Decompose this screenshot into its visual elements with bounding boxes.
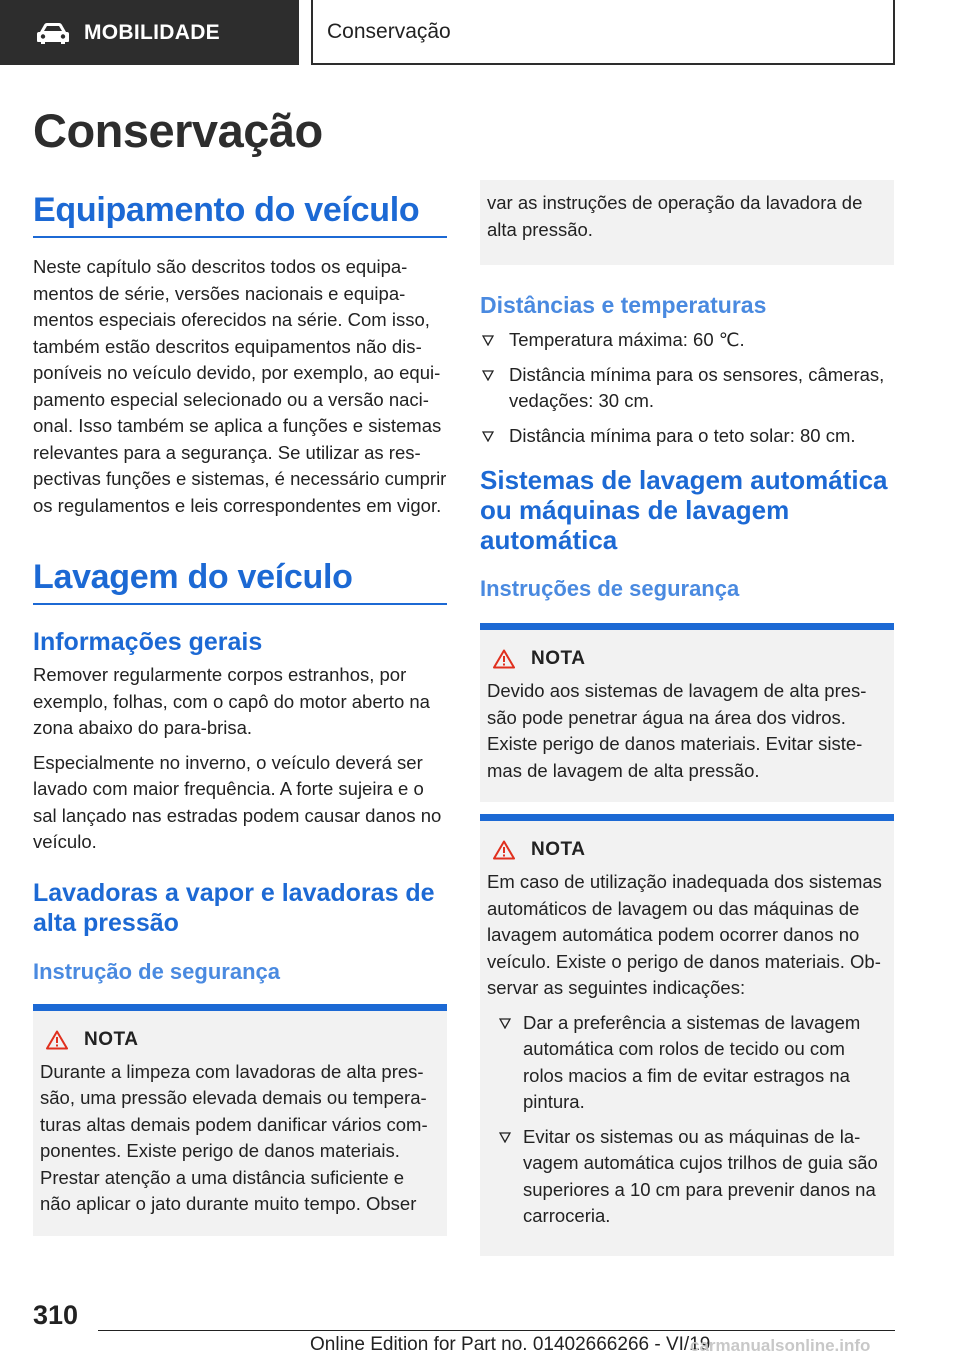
note-text: Devido aos sistemas de lavagem de alta pressão pode penetrar água na área dos vidros. Existe perigo de danos materiais. Evitar sistemas de lavagem de alta pressão. (487, 680, 867, 781)
triangle-bullet-icon (482, 431, 494, 442)
left-column (33, 190, 447, 1236)
heading-steam-washers: Lavadoras a vapor e lavadoras de alta pressão (33, 878, 435, 937)
list-item: Distância mínima para o teto solar: 80 cm. (480, 423, 894, 450)
chapter-tab[interactable] (311, 0, 895, 65)
list-item: Distância mínima para os sensores, câmeras, vedações: 30 cm. (480, 362, 894, 415)
equipment-paragraph: Neste capítulo são descritos todos os equipamentos de série, versões nacionais e equipamentos especiais oferecidos na série. Com isso, também estão descritos equipamentos não disponíveis no veículo devido, por exemplo, ao equipamento especial selecionado ou a versão nacional. Isso também se aplica a funções e sistemas relevantes para a segurança. Se utilizar as respectivas funções e sistemas, é necessário cumprir os regulamentos e leis correspondentes em vigor. (33, 256, 447, 516)
note-title: NOTA (84, 1028, 139, 1050)
heading-equipment: Equipamento do veículo (33, 190, 447, 238)
section-label: MOBILIDADE (84, 20, 220, 44)
heading-automatic-wash: Sistemas de lavagem automática ou máquinas de lavagem automática (480, 465, 888, 555)
triangle-bullet-icon (499, 1018, 511, 1029)
car-icon (36, 22, 70, 44)
note-title: NOTA (531, 648, 586, 669)
warning-icon (493, 649, 515, 669)
triangle-bullet-icon (482, 370, 494, 381)
heading-general-info: Informações gerais (33, 628, 263, 656)
note-box-high-pressure (33, 1004, 447, 1236)
list-item: Dar a preferência a sistemas de lavagem automática com rolos de tecido ou com rolos macios a fim de evitar estragos na pintura. (497, 1010, 886, 1116)
note-list (497, 1010, 886, 1230)
note-header (487, 648, 886, 670)
page-number: 310 (33, 1300, 79, 1330)
list-item: Temperatura máxima: 60 ℃. (480, 327, 894, 354)
triangle-bullet-icon (482, 335, 494, 346)
footer-edition: Online Edition for Part no. 01402666266 - VI/19 (310, 1334, 711, 1355)
section-tab[interactable] (0, 0, 299, 65)
watermark: carmanualsonline.info (690, 1336, 871, 1355)
warning-icon (493, 840, 515, 860)
note-header (487, 839, 886, 861)
heading-safety-instructions: Instruções de segurança (480, 576, 740, 601)
note-box-continuation (480, 180, 894, 265)
right-column (480, 180, 894, 1256)
distance-list (480, 327, 894, 449)
list-item: Evitar os sistemas ou as máquinas de lavagem automática cujos trilhos de guia são superiores a 10 cm para prevenir danos na carroceria. (497, 1124, 886, 1230)
note-header (40, 1029, 439, 1051)
page-title: Conservação (33, 104, 323, 157)
general-paragraph-1: Remover regularmente corpos estranhos, por exemplo, folhas, com o capô do motor aberto na zona abaixo do para-brisa. (33, 664, 430, 738)
heading-vehicle-wash: Lavagem do veículo (33, 557, 447, 605)
warning-icon (46, 1030, 68, 1050)
note-continuation-text: var as instruções de operação da lavadora de alta pressão. (487, 192, 863, 240)
note-text: Durante a limpeza com lavadoras de alta pressão, uma pressão elevada demais ou temperaturas altas demais podem danificar vários componentes. Existe perigo de danos materiais. Prestar atenção a uma distância suficiente e não aplicar o jato durante muito tempo. Obser (40, 1060, 428, 1214)
note-box-automatic-wash (480, 814, 894, 1256)
note-box-water-ingress (480, 623, 894, 802)
heading-distances: Distâncias e temperaturas (480, 292, 767, 318)
general-paragraph-2: Especialmente no inverno, o veículo deverá ser lavado com maior frequência. A forte sujeira e o sal lançado nas estradas podem causar danos no veículo. (33, 751, 442, 852)
triangle-bullet-icon (499, 1132, 511, 1143)
chapter-label: Conservação (327, 19, 451, 43)
footer-divider (98, 1330, 895, 1331)
heading-safety-instruction: Instrução de segurança (33, 958, 280, 984)
note-title: NOTA (531, 839, 586, 860)
note-text: Em caso de utilização inadequada dos sistemas automáticos de lavagem ou das máquinas de lavagem automática podem ocorrer danos no veículo. Existe o perigo de danos materiais. Observar as seguintes indicações: (487, 871, 882, 998)
